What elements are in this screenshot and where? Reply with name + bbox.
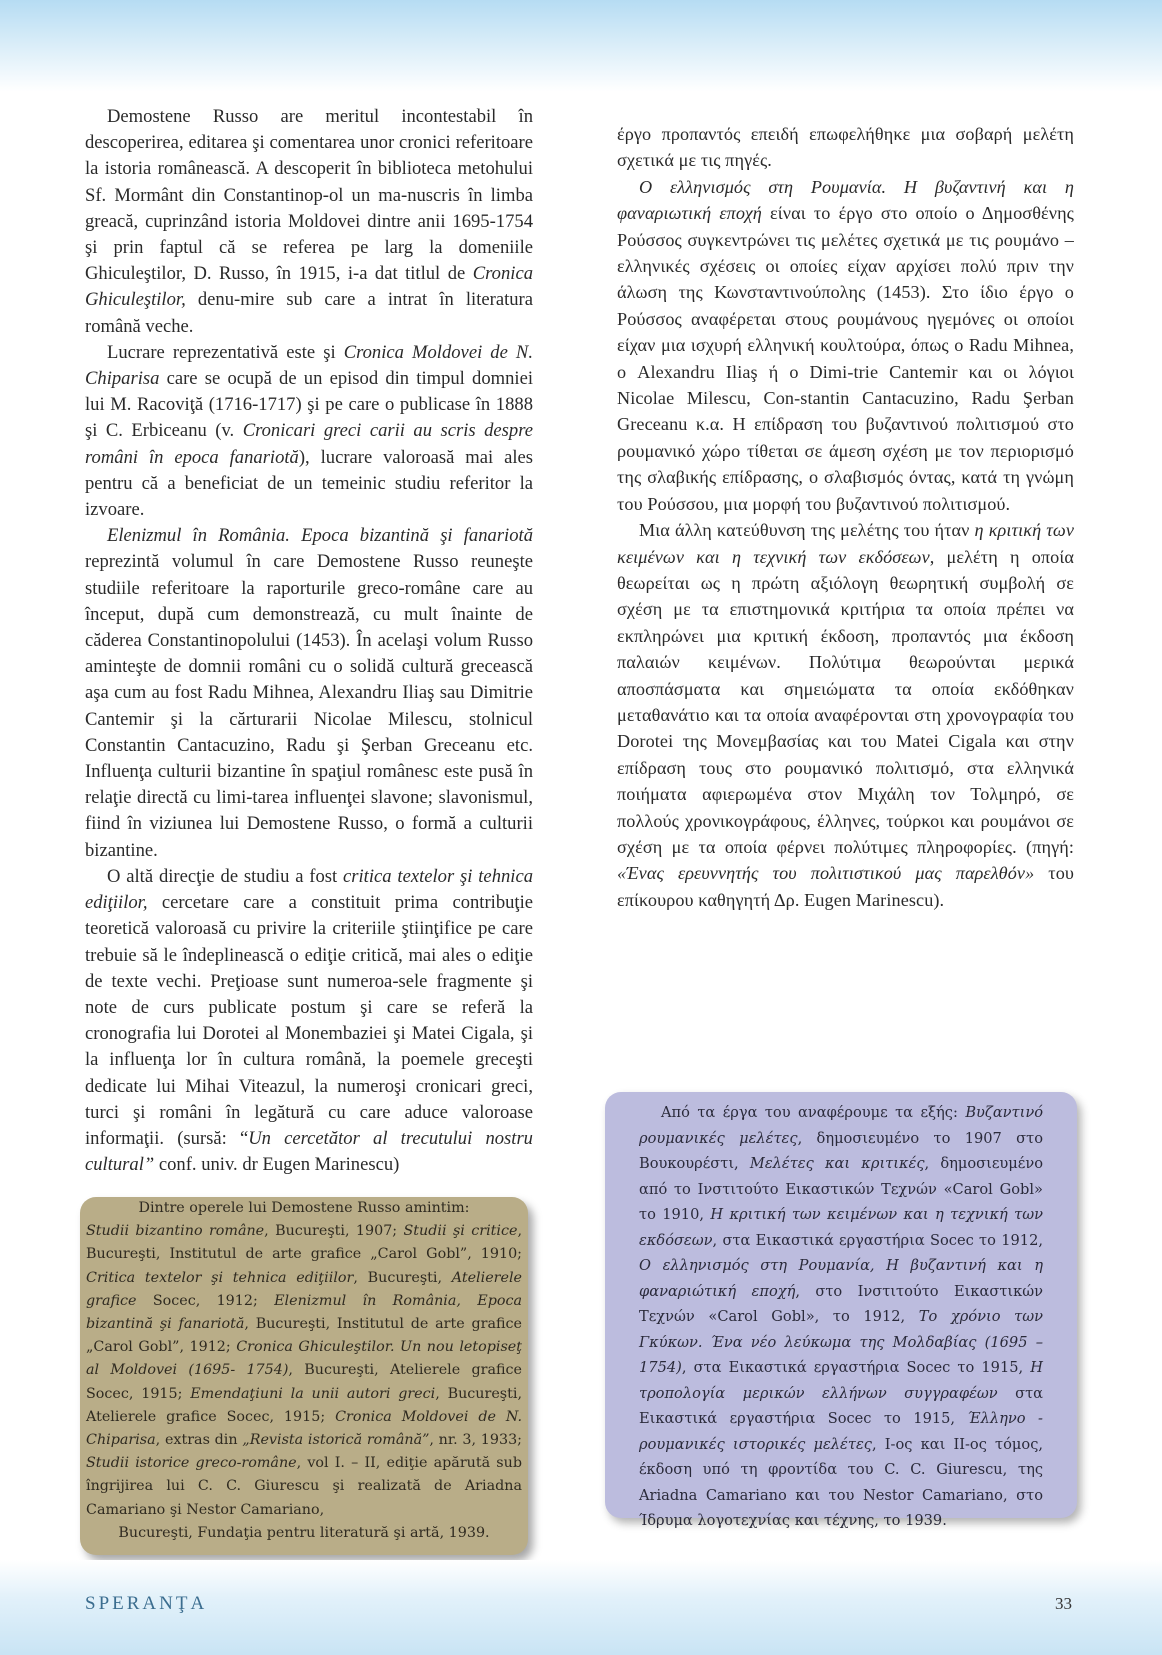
paragraph: Lucrare reprezentativă este şi Cronica Moldovei de N. Chiparisa care se ocupă de un episod din timpul domniei lui M. Racoviţă (1716-1717) şi pe care o publicase în 1888 şi C. Erbiceanu (v. Cronicari greci carii au scris despre români în epoca fanariotă), lucrare valoroasă mai ales pentru că a beneficiat de un temeinic studiu referitor la izvoare.	[85, 341, 533, 521]
header-gradient-band	[0, 0, 1162, 92]
box-heading: Dintre operele lui Demostene Russo amintim:	[138, 1200, 470, 1216]
works-list-last-line: Bucureşti, Fundaţia pentru literatură şi artă, 1939.	[118, 1524, 490, 1541]
works-list-box-romanian	[80, 1197, 528, 1555]
works-list-box-greek	[605, 1092, 1077, 1529]
left-article-column	[85, 104, 533, 1178]
right-article-column	[617, 121, 1074, 913]
paragraph: Μια άλλη κατεύθυνση της μελέτης του ήταν η κριτική των κειμένων και η τεχνική των εκδόσεων, μελέτη η οποία θεωρείται ως η πρώτη αξιόλογη θεωρητική συμβολή σε σχέση με τα επιστημονικά κριτήρια τα οποία πρέπει να εκπληρώνει μια κριτική έκδοση, προπαντός μια έκδοση παλαιών κειμένων. Πολύτιμα θεωρούνται μερικά αποσπάσματα και σημειώματα τα οποία εκδόθηκαν μεταθανάτιο και τα οποία αναφέρονται στη χρονογραφία του Dorotei της Μονεμβασίας και του Matei Cigala και στην επίδραση τους στο ρουμανικό πολιτισμό, στα ελληνικά ποιήματα αφιερωμένα στον Μιχάλη τον Τολμηρό, σε πολλούς χρονικογράφους, έλληνες, τούρκοι και ρουμάνοι σε σχέση με τα οποία φέρνει πολύτιμες πληροφορίες. (πηγή: «Ένας ερευννητής του πολιτιστικού μας παρελθόν» του επίκουρου καθηγητή Δρ. Eugen Marinescu).	[617, 520, 1074, 910]
page-number: 33	[1055, 1594, 1072, 1613]
paragraph: Ο ελληνισμός στη Ρουμανία. Η βυζαντινή και η φαναριωτική εποχή είναι το έργο στο οποίο ο Δημοσθένης Ρούσσος συγκεντρώνει τις μελέτες σχετικά με τις ρουμάνο – ελληνικές σχέσεις οι οποίες είχαν αρχίσει πολύ πριν την άλωση της Κωνσταντινούπολης (1453). Στο ίδιο έργο ο Ρούσσος αναφέρεται στους ρουμάνους ηγεμόνες οι οποίοι είχαν μια ισχυρή ελληνική κουλτούρα, όπως ο Radu Mihnea, ο Alexandru Iliaş ή ο Dimi-trie Cantemir και οι λόγιοι Nicolae Milescu, Con-stantin Cantacuzino, Radu Şerban Greceanu κ.α. Η επίδραση του βυζαντινού πολιτισμού στο ρουμανικό χώρο τίθεται σε άμεση σχέση με τον περιορισμό της σλαβικής επίδρασης, ο σλαβισμός όντας, κατά τη γνώμη του Ρούσσου, μια μορφή του βυζαντινού πολιτισμού.	[617, 176, 1074, 514]
paragraph: έργο προπαντός επειδή επωφελήθηκε μια σοβαρή μελέτη σχετικά με τις πηγές.	[617, 124, 1074, 171]
paragraph: Elenizmul în România. Epoca bizantină şi fanariotă reprezintă volumul în care Demostene Russo reuneşte studiile referitoare la raporturile greco-române care au început, după cum demonstrează, cu mult înainte de căderea Constantinopolului (1453). În acelaşi volum Russo aminteşte de domnii români cu o solidă cultură grecească aşa cum au fost Radu Mihnea, Alexandru Iliaş sau Dimitrie Cantemir şi la cărturarii Nicolae Milescu, stolnicul Constantin Cantacuzino, Radu şi Şerban Greceanu etc. Influenţa culturii bizantine în spaţiul românesc este pusă în relaţie directă cu limi-tarea influenţei slavone; slavonismul, fiind în viziunea lui Demostene Russo, o formă a culturii bizantine.	[85, 525, 533, 861]
paragraph: Demostene Russo are meritul incontestabil în descoperirea, editarea şi comentarea unor cronici referitoare la istoria românească. A descoperit în biblioteca metohului Sf. Mormânt din Constantinop-ol un ma-nuscris în limba greacă, cuprinzând istoria Moldovei dintre anii 1695-1754 şi prin faptul că se referea pe larg la domeniile Ghiculeştilor, D. Russo, în 1915, i-a dat titlul de Cronica Ghiculeştilor, denu-mire sub care a intrat în literatura română veche.	[85, 106, 533, 337]
magazine-title: SPERANŢA	[85, 1593, 208, 1614]
works-list-text: Από τα έργα του αναφέρουμε τα εξής: Βυζαντινό ρουμανικές μελέτες, δημοσιευμένο το 1907 στο Βουκουρέστι, Μελέτες και κριτικές, δημοσιευμένο από το Ινστιτούτο Εικαστικών Τεχνών «Carol Gobl» το 1910, Η κριτική των κειμένων και η τεχνική των εκδόσεων, στα Εικαστικά εργαστήρια Socec το 1912, Ο ελληνισμός στη Ρουμανία, Η βυζαντινή και η φαναριώτική εποχή, στο Ινστιτούτο Εικαστικών Τεχνών «Carol Gobl», το 1912, Το χρόνιο των Γκύκων. Ένα νέο λεύκωμα της Μολδαβίας (1695 – 1754), στα Εικαστικά εργαστήρια Socec το 1915, Η τροπολογία μερικών ελλήνων συγγραφέων στα Εικαστικά εργαστήρια Socec το 1915, Έλληνο - ρουμανικές ιστορικές μελέτες, I-ος και II-ος τόμος, έκδοση υπό τη φροντίδα του C. C. Giurescu, της Ariadna Camariano και του Nestor Camariano, στο Ίδρυμα λογοτεχνίας και τέχνης, το 1939.	[639, 1104, 1044, 1529]
paragraph: O altă direcţie de studiu a fost critica textelor şi tehnica ediţiilor, cercetare care a constituit prima contribuţie teoretică valoroasă cu privire la criteriile ştiinţifice pe care trebuie să le îndeplinească o ediţie critică, mai ales o ediţie de texte vechi. Preţioase sunt numeroa-sele fragmente şi note de curs publicate postum şi care se referă la cronografia lui Dorotei al Monembaziei şi Matei Cigala, şi la influenţa lor în cultura română, la poemele greceşti dedicate lui Mihai Viteazul, la numeroşi cronicari greci, turci şi români în legătură cu care aduce valoroase informaţii. (sursă: “Un cercetător al trecutului nostru cultural” conf. univ. dr Eugen Marinescu)	[85, 865, 533, 1176]
works-list-text: Studii bizantino române, Bucureşti, 1907; Studii şi critice, Bucureşti, Institutul de arte grafice „Carol Gobl”, 1910; Critica textelor şi tehnica ediţiilor, Bucureşti, Atelierele grafice Socec, 1912; Elenizmul în România, Epoca bizantină şi fanariotă, Bucureşti, Institutul de arte grafice „Carol Gobl”, 1912; Cronica Ghiculeştilor. Un nou letopiseţ al Moldovei (1695- 1754), Bucureşti, Atelierele grafice Socec, 1915; Emendaţiuni la unii autori greci, Bucureşti, Atelierele grafice Socec, 1915; Cronica Moldovei de N. Chiparisa, extras din „Revista istorică română”, nr. 3, 1933; Studii istorice greco-române, vol I. – II, ediţie apărută sub îngrijirea lui C. C. Giurescu şi realizată de Ariadna Camariano şi Nestor Camariano,	[86, 1223, 523, 1518]
